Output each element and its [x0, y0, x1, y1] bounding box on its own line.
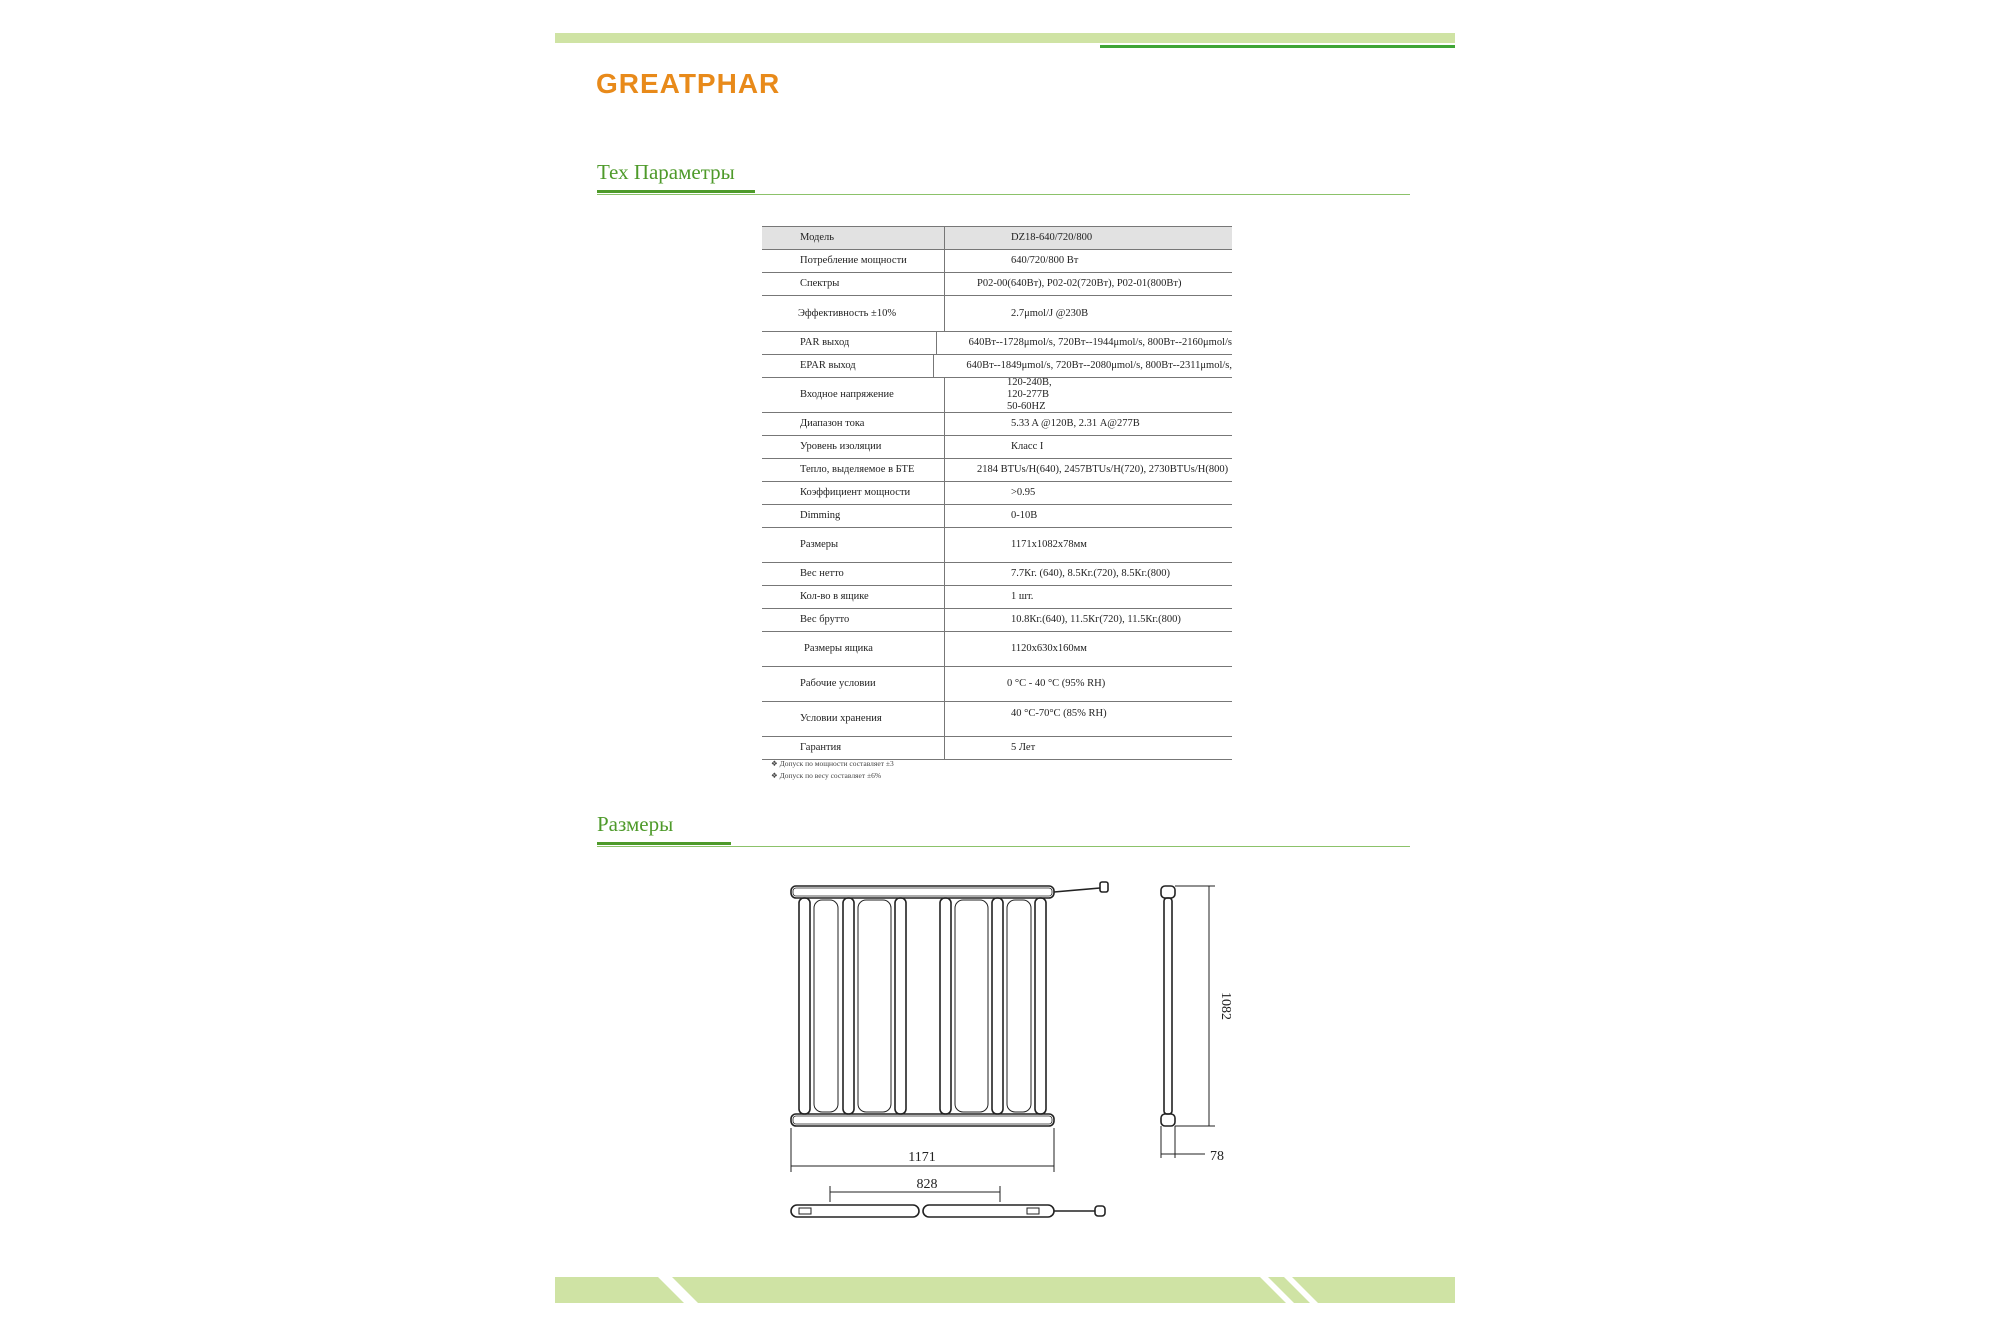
header-bar: [555, 33, 1455, 43]
spec-key: Коэффициент мощности: [762, 482, 945, 504]
footer-stripe: [658, 1277, 698, 1303]
footer-bar: [555, 1277, 1455, 1303]
spec-value: 1171x1082x78мм: [1011, 539, 1087, 550]
spec-value: 1 шт.: [1011, 591, 1034, 602]
specs-section-title: Тех Параметры: [597, 160, 735, 184]
depth-label: 78: [1210, 1149, 1224, 1164]
spec-key: Модель: [762, 227, 945, 249]
spec-key: Dimming: [762, 505, 945, 527]
footnote: ❖ Допуск по весу составляет ±6%: [771, 771, 882, 780]
table-row: [762, 528, 1232, 563]
header-accent-line: [1100, 45, 1455, 48]
spec-key: Потребление мощности: [762, 250, 945, 272]
depth-dimension: [1161, 1126, 1205, 1158]
spec-value: 0 °C - 40 °C (95% RH): [1007, 678, 1106, 689]
table-row: [762, 737, 1232, 760]
table-row: [762, 436, 1232, 459]
spec-key: EPAR выход: [762, 355, 934, 377]
table-row: [762, 355, 1232, 378]
table-row: [762, 413, 1232, 436]
spec-key: Гарантия: [762, 737, 945, 759]
side-view: [1161, 886, 1175, 1126]
spec-key: Диапазон тока: [762, 413, 945, 435]
dimensions-divider: [597, 846, 1410, 847]
table-row: [762, 459, 1232, 482]
front-view: [791, 882, 1108, 1126]
spec-key: Тепло, выделяемое в БТЕ: [762, 459, 945, 481]
dimensions-section-title: Размеры: [597, 812, 674, 836]
spec-key: Спектры: [762, 273, 945, 295]
spec-value: P02-00(640Вт), P02-02(720Вт), P02-01(800Вт): [977, 278, 1182, 289]
brand-logo: GREATPHAR: [596, 68, 781, 99]
table-row: [762, 250, 1232, 273]
table-row: [762, 586, 1232, 609]
footnote: ❖ Допуск по мощности составляет ±3: [771, 759, 894, 768]
spec-value: >0.95: [1011, 487, 1036, 498]
table-row: [762, 632, 1232, 667]
table-row: [762, 482, 1232, 505]
spec-key: Кол-во в ящике: [762, 586, 945, 608]
spec-key: Размеры: [762, 528, 945, 562]
specs-divider: [597, 194, 1410, 195]
dimension-drawing: [555, 870, 1455, 1230]
footnotes: [771, 758, 894, 782]
spec-key: Эффективность ±10%: [762, 296, 945, 331]
spec-value: 40 °C-70°C (85% RH): [1011, 708, 1107, 719]
table-row: [762, 332, 1232, 355]
spec-key: Вес брутто: [762, 609, 945, 631]
spec-value: 5 Лет: [1011, 742, 1036, 753]
spec-value: 2184 BTUs/H(640), 2457BTUs/H(720), 2730BTUs/H(800): [977, 464, 1229, 475]
table-row: [762, 563, 1232, 586]
spec-value: Класс I: [1011, 441, 1044, 452]
spec-value: 640/720/800 Вт: [1011, 255, 1079, 266]
height-dimension: [1175, 886, 1215, 1126]
specs-title-underline: [597, 190, 755, 193]
spec-value: 5.33 A @120В, 2.31 A@277В: [1011, 418, 1140, 429]
spec-value: 640Вт--1728μmol/s, 720Вт--1944μmol/s, 800Вт--2160μmol/s: [968, 337, 1232, 348]
spec-value: 7.7Кг. (640), 8.5Кг.(720), 8.5Кг.(800): [1011, 568, 1170, 579]
spec-key: Входное напряжение: [762, 378, 945, 412]
spec-value: 120-240В, 120-277В 50-60HZ: [1007, 377, 1052, 412]
table-row: [762, 378, 1232, 413]
spec-value: 0-10В: [1011, 510, 1038, 521]
spec-table: [762, 226, 1232, 760]
spec-value: DZ18-640/720/800: [1011, 232, 1093, 243]
inner-width-label: 828: [916, 1177, 938, 1192]
dimensions-title-underline: [597, 842, 731, 845]
spec-value: 10.8Кг.(640), 11.5Кг(720), 11.5Кг.(800): [1011, 614, 1181, 625]
table-row: [762, 609, 1232, 632]
spec-key: Уровень изоляции: [762, 436, 945, 458]
inner-dimension: [830, 1186, 1000, 1202]
width-label: 1171: [908, 1150, 936, 1165]
height-label: 1082: [1218, 992, 1233, 1020]
bottom-view: [791, 1205, 1105, 1217]
table-row: [762, 505, 1232, 528]
spec-value: 1120x630x160мм: [1011, 643, 1087, 654]
spec-key: PAR выход: [762, 332, 937, 354]
spec-key: Размеры ящика: [762, 632, 945, 666]
spec-key: Рабочие условии: [762, 667, 945, 701]
table-row: [762, 226, 1232, 250]
table-row: [762, 273, 1232, 296]
spec-key: Вес нетто: [762, 563, 945, 585]
document-page: [555, 0, 1455, 1330]
spec-key: Условии хранения: [762, 702, 945, 736]
spec-value: 640Вт--1849μmol/s, 720Вт--2080μmol/s, 800Вт--2311μmol/s,: [966, 360, 1232, 371]
table-row: [762, 296, 1232, 332]
spec-value: 2.7μmol/J @230В: [1011, 307, 1089, 319]
table-row: [762, 667, 1232, 702]
table-row: [762, 702, 1232, 737]
